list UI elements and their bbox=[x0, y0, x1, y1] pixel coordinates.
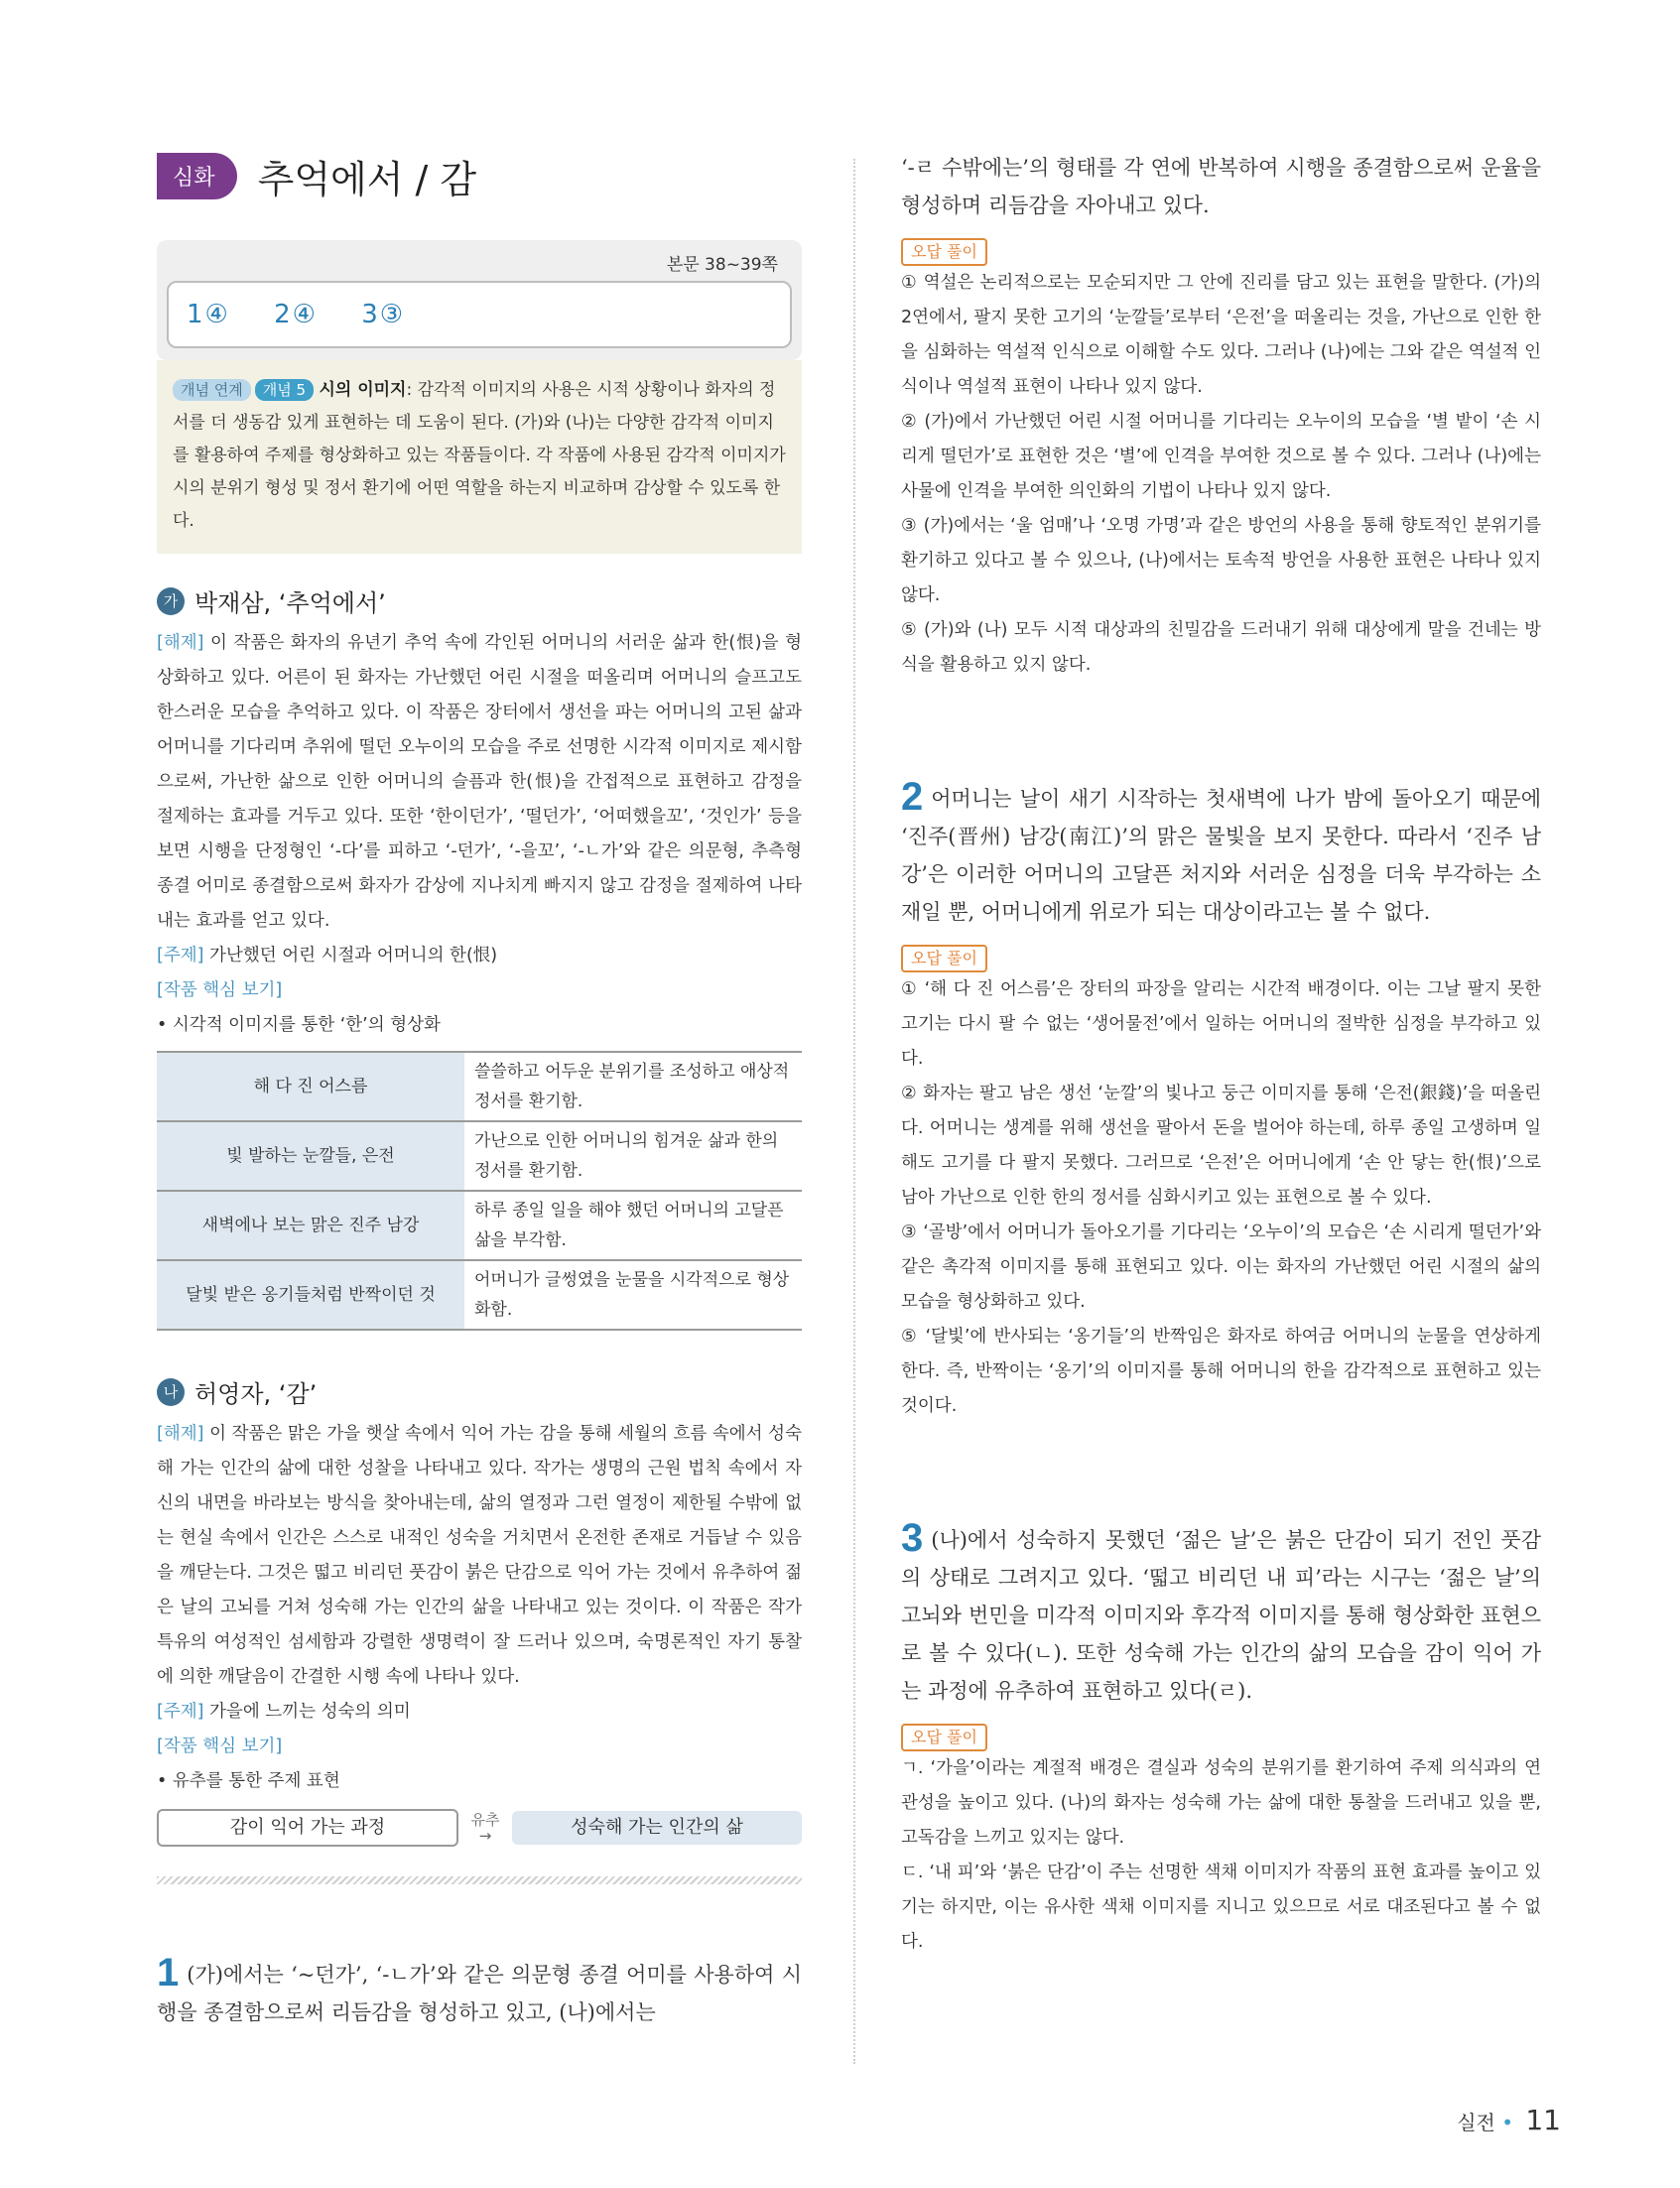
question-3 bbox=[901, 1516, 1541, 1710]
page-number: 11 bbox=[1525, 2104, 1561, 2136]
theme-label: [주제] bbox=[157, 946, 204, 965]
right-arrow-icon: → bbox=[478, 1827, 492, 1845]
concept-heading: 시의 이미지 bbox=[319, 380, 407, 400]
wrong-answer-label: 오답 풀이 bbox=[901, 238, 987, 266]
footer-label: 실전 bbox=[1457, 2111, 1495, 2134]
table-value: 쓸쓸하고 어두운 분위기를 조성하고 애상적 정서를 환기함. bbox=[464, 1052, 802, 1121]
table-key: 새벽에나 보는 맑은 진주 남강 bbox=[157, 1191, 464, 1260]
concept-text: : 감각적 이미지의 사용은 시적 상황이나 화자의 정서를 더 생동감 있게 표현하는 데 도움이 된다. (가)와 (나)는 다양한 감각적 이미지를 활용하여 주제를 형상화하고 있는 작품들이다. 각 작품에 사용된 감각적 이미지가 시의 분위기 형성 및 정서 환기에 어떤 역할을 하는지 비교하며 감상할 수 있도록 한다. bbox=[173, 380, 786, 531]
concept-number-tag: 개념 5 bbox=[255, 379, 314, 401]
flow-arrow bbox=[458, 1812, 512, 1844]
note-item: ③ ‘골방’에서 어머니가 돌아오기를 기다리는 ‘오누이’의 모습은 ‘손 시리게 떨던가’와 같은 촉각적 이미지를 통해 표현되고 있다. 이는 화자의 가난했던 어린 시절의 삶의 모습을 형상화하고 있다. bbox=[901, 1223, 1541, 1312]
wrong-answer-label: 오답 풀이 bbox=[901, 945, 987, 972]
answer-2: 2④ bbox=[274, 300, 318, 329]
question-number: 1 bbox=[157, 1951, 180, 1995]
work-a-bullet: • 시각적 이미지를 통한 ‘한’의 형상화 bbox=[157, 1015, 441, 1035]
question-1-left bbox=[157, 1951, 802, 2031]
work-a-title-text: 박재삼, ‘추억에서’ bbox=[194, 589, 386, 617]
commentary-label: [해제] bbox=[157, 1424, 204, 1444]
table-key: 달빛 받은 옹기들처럼 반짝이던 것 bbox=[157, 1260, 464, 1330]
section-separator bbox=[157, 1876, 802, 1884]
column-divider bbox=[853, 159, 855, 2064]
table-key: 빛 발하는 눈깔들, 은전 bbox=[157, 1121, 464, 1191]
bullet-dot-icon: • bbox=[1501, 2111, 1513, 2134]
note-list bbox=[901, 972, 1541, 1424]
question-3-text: (나)에서 성숙하지 못했던 ‘젊은 날’은 붉은 단감이 되기 전인 풋감의 상태로 그려지고 있다. ‘떫고 비리던 내 피’라는 시구는 ‘젊은 날’의 고뇌와 번민을 미각적 이미지와 후각적 이미지를 통해 형상화한 표현으로 볼 수 있다(ㄴ). 또한 성숙해 가는 인간의 삶의 모습을 감이 익어 가는 과정에 유추하여 표현하고 있다(ㄹ). bbox=[901, 1528, 1541, 1703]
answer-keys bbox=[167, 281, 792, 348]
note-item: ③ (가)에서는 ‘울 엄매’나 ‘오명 가명’과 같은 방언의 사용을 통해 향토적인 분위기를 환기하고 있다고 볼 수 있으나, (나)에서는 토속적 방언을 사용한 표현은 나타나 있지 않다. bbox=[901, 516, 1541, 605]
theme-text: 가난했던 어린 시절과 어머니의 한(恨) bbox=[203, 946, 498, 965]
core-label: [작품 핵심 보기] bbox=[157, 1737, 283, 1756]
table-row bbox=[157, 1260, 802, 1330]
flow-source: 감이 익어 가는 과정 bbox=[157, 1809, 458, 1847]
work-b-theme bbox=[157, 1695, 802, 1730]
answer-3: 3③ bbox=[361, 300, 406, 329]
page-title: 추억에서 / 감 bbox=[257, 158, 477, 201]
note-item: ② 화자는 팔고 남은 생선 ‘눈깔’의 빛나고 둥근 이미지를 통해 ‘은전(銀錢)’을 떠올린다. 어머니는 생계를 위해 생선을 팔아서 돈을 벌어야 하는데, 하루 종일 고생하며 일해도 고기를 다 팔지 못했다. 그러므로 ‘은전’은 어머니에게 ‘손 안 닿는 한(恨)’으로 남아 가난으로 인한 한의 정서를 심화시키고 있는 표현으로 볼 수 있다. bbox=[901, 1084, 1541, 1208]
left-column bbox=[157, 149, 802, 2031]
imagery-table bbox=[157, 1051, 802, 1331]
theme-label: [주제] bbox=[157, 1702, 204, 1722]
work-b-title bbox=[157, 1374, 802, 1409]
analogy-flow bbox=[157, 1809, 802, 1847]
wrong-answer-label: 오답 풀이 bbox=[901, 1724, 987, 1751]
table-value: 어머니가 글썽였을 눈물을 시각적으로 형상화함. bbox=[464, 1260, 802, 1330]
note-item: ① ‘해 다 진 어스름’은 장터의 파장을 알리는 시간적 배경이다. 이는 그날 팔지 못한 고기는 다시 팔 수 없는 ‘생어물전’에서 일하는 어머니의 절박한 심정을 부각하고 있다. bbox=[901, 979, 1541, 1069]
concept-link-box bbox=[157, 360, 802, 554]
question-2 bbox=[901, 775, 1541, 931]
theme-text: 가을에 느끼는 성숙의 의미 bbox=[203, 1702, 411, 1722]
note-item: ㄷ. ‘내 피’와 ‘붉은 단감’이 주는 선명한 색채 이미지가 작품의 표현 효과를 높이고 있기는 하지만, 이는 유사한 색채 이미지를 지니고 있으므로 서로 대조된다고 볼 수 없다. bbox=[901, 1863, 1541, 1952]
table-key: 해 다 진 어스름 bbox=[157, 1052, 464, 1121]
work-a-core-label bbox=[157, 973, 802, 1008]
question-number: 2 bbox=[901, 775, 924, 819]
flow-target: 성숙해 가는 인간의 삶 bbox=[512, 1811, 802, 1845]
work-a-theme bbox=[157, 939, 802, 973]
level-pill: 심화 bbox=[157, 153, 237, 199]
question-2-text: 어머니는 날이 새기 시작하는 첫새벽에 나가 밤에 돌아오기 때문에 ‘진주(晋州) 남강(南江)’의 맑은 물빛을 보지 못한다. 따라서 ‘진주 남강’은 이러한 어머니의 고달픈 처지와 서러운 심정을 더욱 부각하는 소재일 뿐, 어머니에게 위로가 되는 대상이라고는 볼 수 없다. bbox=[901, 787, 1541, 924]
note-list bbox=[901, 266, 1541, 683]
work-a-title bbox=[157, 583, 802, 618]
concept-link-tag: 개념 연계 bbox=[173, 379, 251, 401]
table-row bbox=[157, 1191, 802, 1260]
note-item: ① 역설은 논리적으로는 모순되지만 그 안에 진리를 담고 있는 표현을 말한다. (가)의 2연에서, 팔지 못한 고기의 ‘눈깔들’로부터 ‘은전’을 떠올리는 것을, 가난으로 인한 한을 심화하는 역설적 인식으로 이해할 수도 있다. 그러나 (나)에는 그와 같은 역설적 인식이나 역설적 표현이 나타나 있지 않다. bbox=[901, 273, 1541, 397]
table-value: 가난으로 인한 어머니의 힘겨운 삶과 한의 정서를 환기함. bbox=[464, 1121, 802, 1191]
question-1-text: (가)에서는 ‘~던가’, ‘-ㄴ가’와 같은 의문형 종결 어미를 사용하여 시행을 종결함으로써 리듬감을 형성하고 있고, (나)에서는 bbox=[157, 1963, 802, 2024]
right-column bbox=[901, 149, 1541, 1960]
note-item: ⑤ (가)와 (나) 모두 시적 대상과의 친밀감을 드러내기 위해 대상에게 말을 건네는 방식을 활용하고 있지 않다. bbox=[901, 620, 1541, 675]
work-b-core-label bbox=[157, 1730, 802, 1764]
table-row bbox=[157, 1052, 802, 1121]
note-item: ② (가)에서 가난했던 어린 시절 어머니를 기다리는 오누이의 모습을 ‘별 밭이 ‘손 시리게 떨던가’로 표현한 것은 ‘별’에 인격을 부여한 것으로 볼 수 있다. 그러나 (나)에는 사물에 인격을 부여한 의인화의 기법이 나타나 있지 않다. bbox=[901, 412, 1541, 501]
question-1-continued: ‘-ㄹ 수밖에는’의 형태를 각 연에 반복하여 시행을 종결함으로써 운율을 형성하며 리듬감을 자아내고 있다. bbox=[901, 156, 1541, 217]
table-row bbox=[157, 1121, 802, 1191]
note-list bbox=[901, 1751, 1541, 1960]
work-a-commentary bbox=[157, 626, 802, 939]
work-b-badge: 나 bbox=[157, 1378, 185, 1406]
question-number: 3 bbox=[901, 1516, 924, 1560]
note-item: ㄱ. ‘가을’이라는 계절적 배경은 결실과 성숙의 분위기를 환기하여 주제 의식과의 연관성을 높이고 있다. (나)의 화자는 성숙해 가는 삶에 대한 통찰을 드러내고 있을 뿐, 고독감을 느끼고 있지는 않다. bbox=[901, 1758, 1541, 1848]
page-reference: 본문 38~39쪽 bbox=[666, 255, 778, 275]
work-b-title-text: 허영자, ‘감’ bbox=[194, 1380, 318, 1408]
work-b-bullet: • 유추를 통한 주제 표현 bbox=[157, 1771, 340, 1791]
answer-box bbox=[157, 240, 802, 360]
commentary-label: [해제] bbox=[157, 633, 204, 653]
answer-1: 1④ bbox=[187, 300, 230, 329]
flow-arrow-label: 유추 bbox=[470, 1811, 500, 1829]
work-a-badge: 가 bbox=[157, 587, 185, 615]
page-footer bbox=[1457, 2104, 1561, 2136]
commentary-text: 이 작품은 맑은 가을 햇살 속에서 익어 가는 감을 통해 세월의 흐름 속에서 성숙해 가는 인간의 삶에 대한 성찰을 나타내고 있다. 작가는 생명의 근원 법칙 속에서 자신의 내면을 바라보는 방식을 찾아내는데, 삶의 열정과 그런 열정이 제한될 수밖에 없는 현실 속에서 인간은 스스로 내적인 성숙을 거치면서 온전한 존재로 거듭날 수 있음을 깨닫는다. 그것은 떫고 비리던 풋감이 붉은 단감으로 익어 가는 것에서 유추하여 젊은 날의 고뇌를 거쳐 성숙해 가는 인간의 삶을 나타내고 있는 것이다. 이 작품은 작가 특유의 여성적인 섬세함과 강렬한 생명력이 잘 드러나 있으며, 숙명론적인 자기 통찰에 의한 깨달음이 간결한 시행 속에 나타나 있다. bbox=[157, 1424, 802, 1687]
core-label: [작품 핵심 보기] bbox=[157, 980, 283, 1000]
table-value: 하루 종일 일을 해야 했던 어머니의 고달픈 삶을 부각함. bbox=[464, 1191, 802, 1260]
note-item: ⑤ ‘달빛’에 반사되는 ‘옹기들’의 반짝임은 화자로 하여금 어머니의 눈물을 연상하게 한다. 즉, 반짝이는 ‘옹기’의 이미지를 통해 어머니의 한을 감각적으로 표현하고 있는 것이다. bbox=[901, 1327, 1541, 1416]
section-header bbox=[157, 149, 802, 218]
work-b-commentary bbox=[157, 1417, 802, 1695]
commentary-text: 이 작품은 화자의 유년기 추억 속에 각인된 어머니의 서러운 삶과 한(恨)을 형상화하고 있다. 어른이 된 화자는 가난했던 어린 시절을 떠올리며 어머니의 슬프고도 한스러운 모습을 추억하고 있다. 이 작품은 장터에서 생선을 파는 어머니의 고된 삶과 어머니를 기다리며 추위에 떨던 오누이의 모습을 주로 선명한 시각적 이미지로 제시함으로써, 가난한 삶으로 인한 어머니의 슬픔과 한(恨)을 간접적으로 표현하고 감정을 절제하는 효과를 거두고 있다. 또한 ‘한이던가’, ‘떨던가’, ‘어떠했을꼬’, ‘것인가’ 등을 보면 시행을 단정형인 ‘-다’를 피하고 ‘-던가’, ‘-을꼬’, ‘-ㄴ가’와 같은 의문형, 추측형 종결 어미로 종결함으로써 화자가 감상에 지나치게 빠지지 않고 감정을 절제하여 나타내는 효과를 얻고 있다. bbox=[157, 633, 802, 931]
